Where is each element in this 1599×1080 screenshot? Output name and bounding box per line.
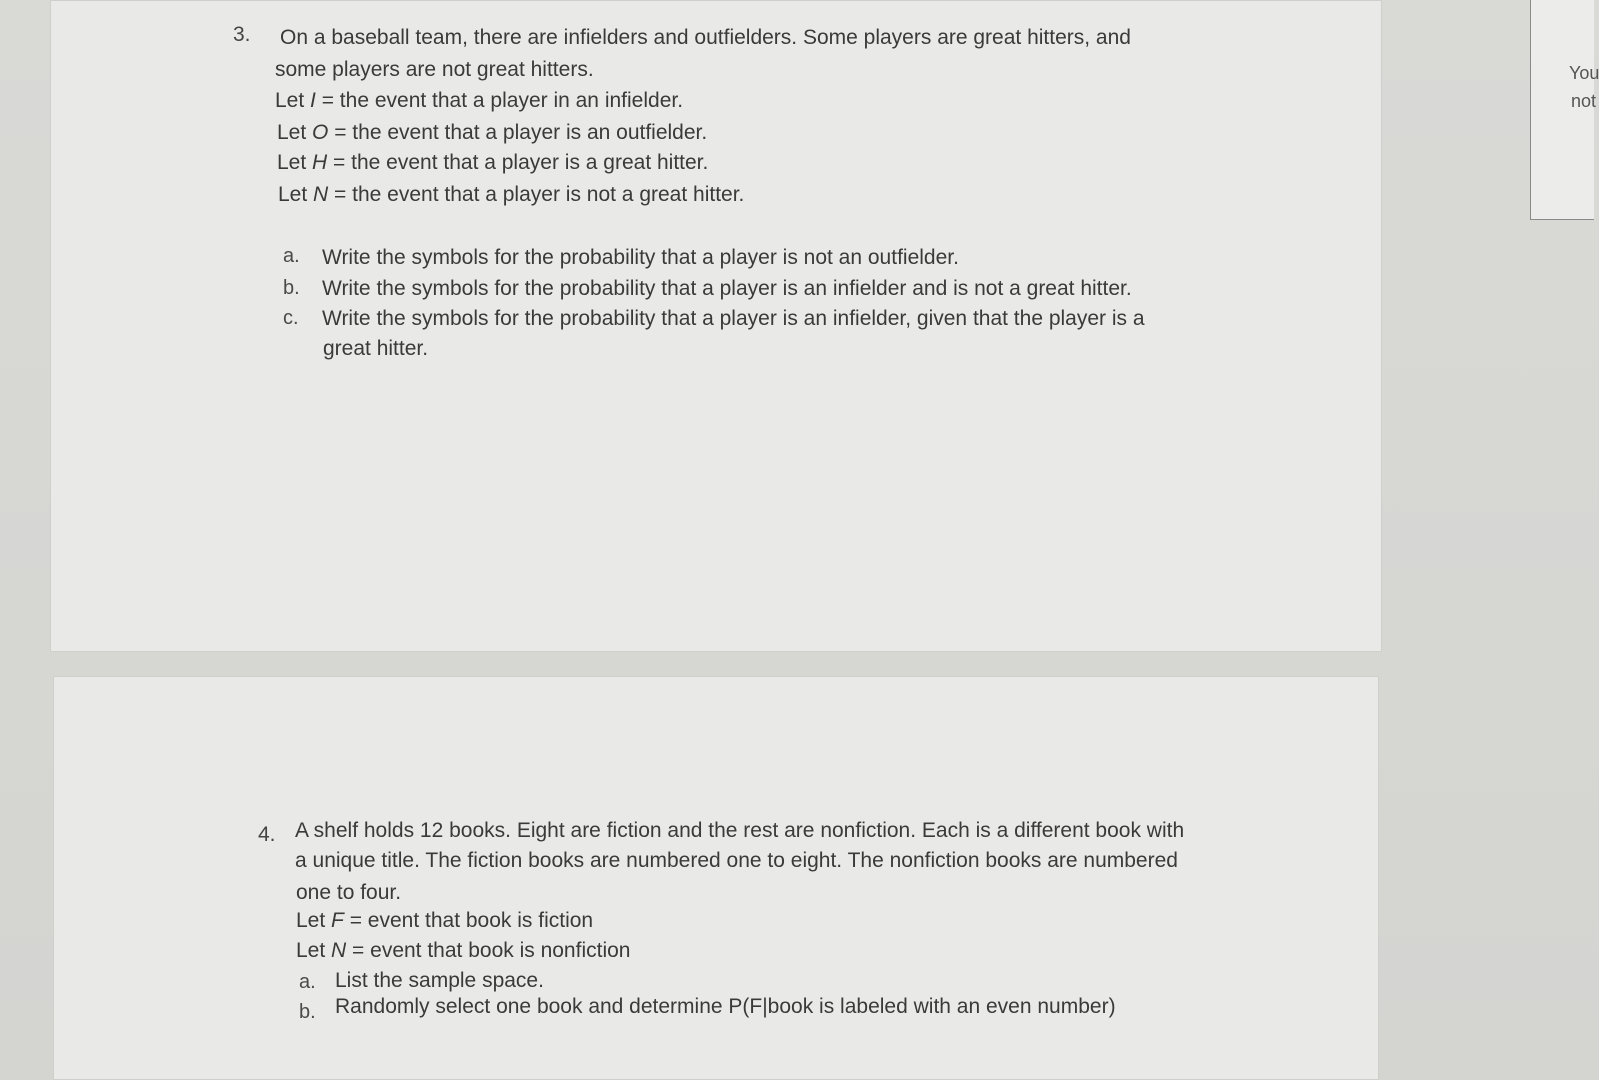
- question-3-part-a-letter: a.: [283, 245, 300, 267]
- question-3-def-h: Let H = the event that a player is a great hitter.: [277, 151, 709, 174]
- question-3-number: 3.: [233, 23, 251, 46]
- side-panel-line-2: not: [1571, 91, 1597, 111]
- question-3-part-c-cont: great hitter.: [323, 337, 429, 360]
- question-4-card: [53, 676, 1379, 1080]
- question-4-def-f: Let F = event that book is fiction: [296, 909, 594, 932]
- question-4-part-a-letter: a.: [299, 971, 316, 993]
- question-4-line-2: a unique title. The fiction books are numbered one to eight. The nonfiction books are numbered: [295, 849, 1178, 872]
- question-3-part-a: Write the symbols for the probability that a player is not an outfielder.: [322, 246, 959, 269]
- question-3-part-c-letter: c.: [283, 307, 299, 329]
- question-4-number: 4.: [258, 823, 276, 846]
- question-3-intro-line-2: some players are not great hitters.: [275, 58, 594, 81]
- question-4-part-a: List the sample space.: [335, 969, 544, 992]
- question-3-part-c: Write the symbols for the probability that a player is an infielder, given that the player is a: [322, 307, 1145, 330]
- question-4-def-n: Let N = event that book is nonfiction: [296, 939, 631, 962]
- question-3-def-o: Let O = the event that a player is an outfielder.: [277, 121, 708, 144]
- question-4-part-b-letter: b.: [299, 1001, 316, 1023]
- question-4-line-1: A shelf holds 12 books. Eight are fiction and the rest are nonfiction. Each is a different book with: [295, 819, 1185, 842]
- question-3-card: [50, 0, 1382, 652]
- side-panel: [1530, 0, 1599, 220]
- question-3-part-b: Write the symbols for the probability that a player is an infielder and is not a great hitter.: [322, 277, 1132, 300]
- question-3-intro-line-1: On a baseball team, there are infielders and outfielders. Some players are great hitters, and: [280, 26, 1131, 49]
- side-panel-line-1: You: [1569, 63, 1599, 83]
- question-4-part-b: Randomly select one book and determine P(F|book is labeled with an even number): [335, 995, 1116, 1018]
- question-3-def-n: Let N = the event that a player is not a great hitter.: [278, 183, 745, 206]
- question-3-part-b-letter: b.: [283, 277, 300, 299]
- question-3-def-i: Let I = the event that a player in an infielder.: [275, 89, 684, 112]
- question-4-line-3: one to four.: [296, 881, 402, 904]
